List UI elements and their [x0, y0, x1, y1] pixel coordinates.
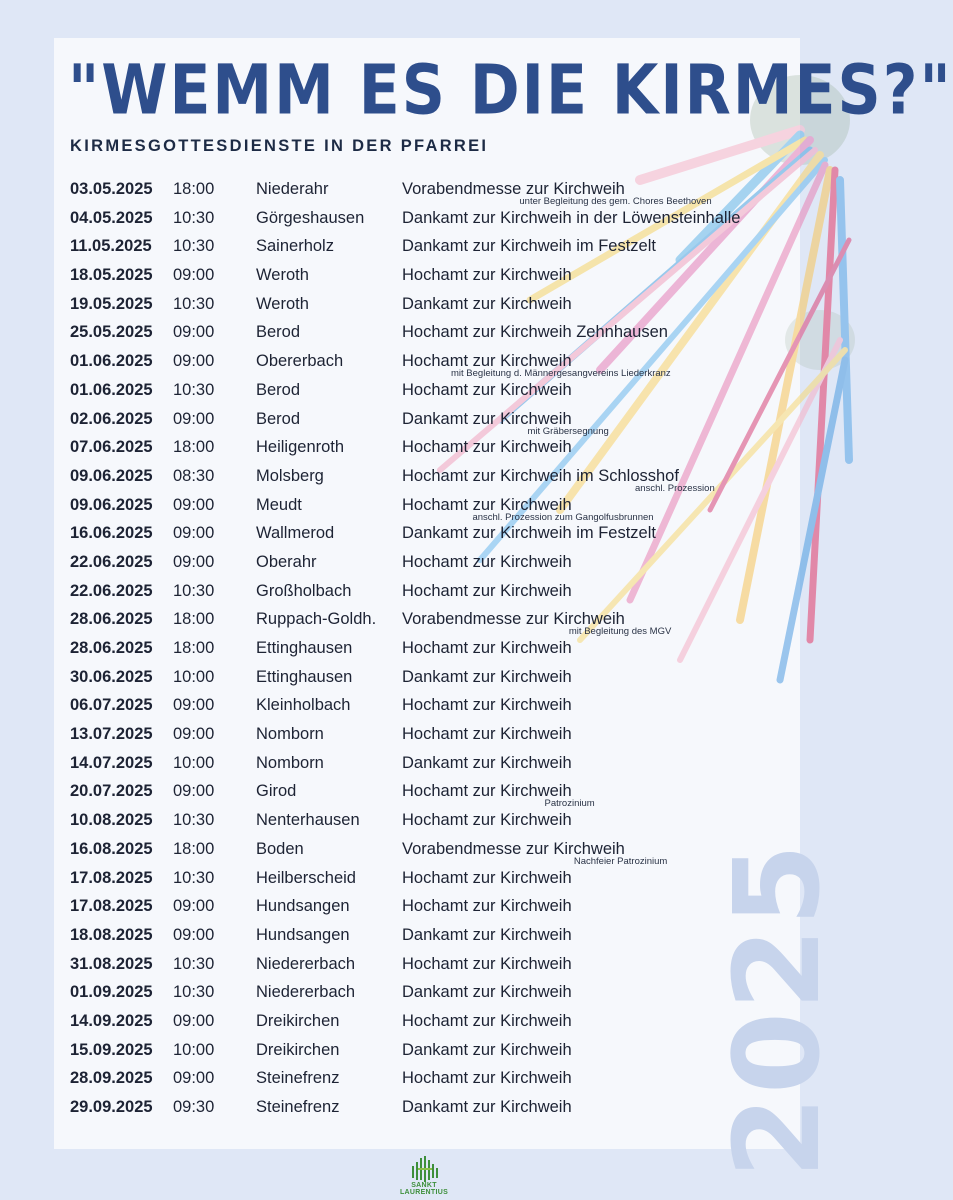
time-cell: 09:00	[173, 925, 215, 944]
time-cell: 09:00	[173, 524, 215, 543]
event-cell: Dankamt zur Kirchweih	[402, 983, 572, 1002]
time-cell: 18:00	[173, 180, 215, 198]
place-cell: Berod	[256, 409, 301, 428]
time-cell: 10:30	[173, 380, 215, 399]
event-cell: Hochamt zur Kirchweih Zehnhausen	[402, 323, 668, 342]
schedule-row	[0, 578, 849, 607]
time-cell: 09:00	[173, 266, 215, 285]
time-cell: 09:00	[173, 495, 215, 514]
time-cell: 18:00	[173, 639, 215, 657]
schedule-row	[0, 606, 849, 638]
date-cell: 04.05.2025	[70, 208, 153, 227]
place-cell: Berod	[256, 380, 301, 399]
time-cell: 10:30	[173, 294, 215, 313]
schedule-row	[0, 291, 849, 320]
event-cell: Dankamt zur Kirchweih	[402, 753, 572, 772]
schedule-row	[0, 865, 849, 894]
event-cell: Hochamt zur Kirchweih im Schlosshof	[402, 466, 679, 485]
event-cell: Hochamt zur Kirchweih	[402, 639, 572, 657]
date-cell: 22.06.2025	[70, 581, 153, 600]
schedule-row	[0, 692, 849, 721]
event-cell: Dankamt zur Kirchweih in der Löwensteinhalle	[402, 208, 741, 227]
date-cell: 17.08.2025	[70, 897, 153, 916]
time-cell: 09:00	[173, 1011, 215, 1030]
date-cell: 20.07.2025	[70, 782, 153, 801]
date-cell: 28.09.2025	[70, 1069, 153, 1088]
schedule-row	[0, 434, 849, 463]
time-cell: 10:30	[173, 811, 215, 830]
schedule-row	[0, 348, 849, 380]
schedule-row	[0, 176, 849, 205]
place-cell: Ettinghausen	[256, 667, 353, 686]
schedule-row	[0, 750, 849, 779]
place-cell: Weroth	[256, 294, 309, 313]
page-subtitle: KIRMESGOTTESDIENSTE IN DER PFARREI	[70, 137, 489, 155]
time-cell: 10:00	[173, 667, 215, 686]
place-cell: Sainerholz	[256, 237, 334, 256]
date-cell: 29.09.2025	[70, 1098, 153, 1116]
schedule-row	[0, 1094, 849, 1123]
schedule-row	[0, 1008, 849, 1037]
date-cell: 06.07.2025	[70, 696, 153, 715]
event-cell: Hochamt zur Kirchweih	[402, 725, 572, 744]
date-cell: 10.08.2025	[70, 811, 153, 830]
date-cell: 09.06.2025	[70, 466, 153, 485]
date-cell: 15.09.2025	[70, 1040, 153, 1059]
event-cell: Hochamt zur Kirchweih	[402, 380, 572, 399]
place-cell: Niedererbach	[256, 983, 356, 1002]
place-cell: Wallmerod	[256, 524, 335, 543]
time-cell: 09:00	[173, 782, 215, 801]
date-cell: 18.05.2025	[70, 266, 153, 285]
time-cell: 10:30	[173, 983, 215, 1002]
place-cell: Görgeshausen	[256, 208, 365, 227]
time-cell: 09:00	[173, 552, 215, 571]
schedule-row	[0, 922, 849, 951]
date-cell: 30.06.2025	[70, 667, 153, 686]
event-note: mit Begleitung des MGV	[568, 626, 672, 638]
place-cell: Heiligenroth	[256, 438, 345, 457]
event-cell: Hochamt zur Kirchweih	[402, 581, 572, 600]
event-cell: Hochamt zur Kirchweih	[402, 811, 572, 830]
schedule-row	[0, 1037, 849, 1066]
event-cell: Dankamt zur Kirchweih im Festzelt	[402, 237, 656, 256]
place-cell: Nenterhausen	[256, 811, 360, 830]
event-cell: Hochamt zur Kirchweih	[402, 552, 572, 571]
place-cell: Ettinghausen	[256, 639, 353, 657]
schedule-row	[0, 377, 849, 406]
schedule-row	[0, 463, 849, 492]
schedule-row	[0, 664, 849, 693]
schedule-row	[0, 635, 849, 664]
time-cell: 18:00	[173, 839, 215, 858]
time-cell: 09:00	[173, 696, 215, 715]
schedule-row	[0, 836, 849, 865]
schedule-row	[0, 549, 849, 578]
schedule-row	[0, 319, 849, 348]
place-cell: Nomborn	[256, 725, 324, 744]
event-cell: Vorabendmesse zur Kirchweih	[402, 839, 625, 858]
time-cell: 18:00	[173, 610, 215, 629]
place-cell: Niederahr	[256, 180, 329, 198]
event-cell: Hochamt zur Kirchweih	[402, 1011, 572, 1030]
date-cell: 01.06.2025	[70, 352, 153, 371]
date-cell: 01.09.2025	[70, 983, 153, 1002]
date-cell: 28.06.2025	[70, 610, 153, 629]
schedule-row	[0, 778, 849, 810]
place-cell: Girod	[256, 782, 297, 801]
event-cell: Hochamt zur Kirchweih	[402, 266, 572, 285]
schedule-row	[0, 262, 849, 291]
time-cell: 10:30	[173, 868, 215, 887]
place-cell: Weroth	[256, 266, 309, 285]
event-note: Patrozinium	[544, 798, 595, 810]
event-cell: Hochamt zur Kirchweih	[402, 696, 572, 715]
date-cell: 09.06.2025	[70, 495, 153, 514]
schedule-row	[0, 1065, 849, 1094]
date-cell: 16.08.2025	[70, 839, 153, 858]
date-cell: 02.06.2025	[70, 409, 153, 428]
place-cell: Berod	[256, 323, 301, 342]
event-cell: Hochamt zur Kirchweih	[402, 495, 572, 514]
event-note: Nachfeier Patrozinium	[573, 855, 668, 867]
schedule-row	[0, 979, 849, 1008]
time-cell: 09:30	[173, 1098, 215, 1116]
schedule-row	[0, 233, 849, 262]
date-cell: 01.06.2025	[70, 380, 153, 399]
place-cell: Kleinholbach	[256, 696, 351, 715]
date-cell: 13.07.2025	[70, 725, 153, 744]
logo-text: SANKT LAURENTIUS	[399, 1182, 449, 1196]
place-cell: Hundsangen	[256, 897, 350, 916]
event-note: anschl. Prozession	[635, 482, 715, 494]
event-cell: Vorabendmesse zur Kirchweih	[402, 180, 625, 198]
event-note: unter Begleitung des gem. Chores Beethoven	[519, 196, 712, 207]
event-cell: Hochamt zur Kirchweih	[402, 868, 572, 887]
date-cell: 11.05.2025	[70, 237, 152, 256]
schedule-row	[0, 807, 849, 836]
year-watermark: 2025	[708, 841, 846, 1179]
event-cell: Hochamt zur Kirchweih	[402, 782, 572, 801]
date-cell: 31.08.2025	[70, 954, 153, 973]
date-cell: 16.06.2025	[70, 524, 153, 543]
time-cell: 09:00	[173, 725, 215, 744]
place-cell: Niedererbach	[256, 954, 356, 973]
event-cell: Dankamt zur Kirchweih	[402, 925, 572, 944]
place-cell: Heilberscheid	[256, 868, 356, 887]
date-cell: 22.06.2025	[70, 552, 153, 571]
time-cell: 18:00	[173, 438, 215, 457]
event-cell: Hochamt zur Kirchweih	[402, 897, 572, 916]
schedule-row	[0, 406, 849, 435]
date-cell: 07.06.2025	[70, 438, 153, 457]
event-cell: Hochamt zur Kirchweih	[402, 1069, 572, 1088]
schedule-row	[0, 893, 849, 922]
event-cell: Hochamt zur Kirchweih	[402, 954, 572, 973]
time-cell: 10:30	[173, 237, 215, 256]
date-cell: 19.05.2025	[70, 294, 153, 313]
time-cell: 09:00	[173, 897, 215, 916]
date-cell: 18.08.2025	[70, 925, 153, 944]
place-cell: Oberahr	[256, 552, 317, 571]
date-cell: 28.06.2025	[70, 639, 153, 657]
schedule-row	[0, 492, 849, 521]
event-cell: Hochamt zur Kirchweih	[402, 352, 572, 371]
place-cell: Steinefrenz	[256, 1098, 340, 1116]
place-cell: Meudt	[256, 495, 302, 514]
place-cell: Ruppach-Goldh.	[256, 610, 377, 629]
place-cell: Dreikirchen	[256, 1040, 340, 1059]
event-cell: Dankamt zur Kirchweih	[402, 1040, 572, 1059]
event-cell: Dankamt zur Kirchweih	[402, 294, 572, 313]
page-title: "WEMM ES DIE KIRMES?"	[68, 50, 953, 131]
place-cell: Molsberg	[256, 466, 324, 485]
schedule-list	[0, 176, 849, 1123]
time-cell: 08:30	[173, 466, 215, 485]
date-cell: 14.09.2025	[70, 1011, 153, 1030]
place-cell: Hundsangen	[256, 925, 350, 944]
date-cell: 17.08.2025	[70, 868, 153, 887]
place-cell: Boden	[256, 839, 304, 858]
date-cell: 25.05.2025	[70, 323, 153, 342]
time-cell: 10:00	[173, 1040, 215, 1059]
time-cell: 09:00	[173, 352, 215, 371]
place-cell: Steinefrenz	[256, 1069, 340, 1088]
event-cell: Dankamt zur Kirchweih im Festzelt	[402, 524, 656, 543]
event-cell: Vorabendmesse zur Kirchweih	[402, 610, 625, 629]
schedule-row	[0, 721, 849, 750]
date-cell: 14.07.2025	[70, 753, 153, 772]
time-cell: 10:30	[173, 208, 215, 227]
time-cell: 09:00	[173, 323, 215, 342]
date-cell: 03.05.2025	[70, 180, 153, 198]
schedule-row	[0, 205, 849, 234]
time-cell: 10:00	[173, 753, 215, 772]
time-cell: 09:00	[173, 409, 215, 428]
schedule-row	[0, 520, 849, 549]
time-cell: 09:00	[173, 1069, 215, 1088]
event-cell: Dankamt zur Kirchweih	[402, 1098, 572, 1116]
event-note: anschl. Prozession zum Gangolfusbrunnen	[472, 511, 654, 523]
place-cell: Nomborn	[256, 753, 324, 772]
place-cell: Großholbach	[256, 581, 352, 600]
event-cell: Hochamt zur Kirchweih	[402, 438, 572, 457]
schedule-row	[0, 951, 849, 980]
event-cell: Dankamt zur Kirchweih	[402, 409, 572, 428]
event-note: mit Gräbersegnung	[527, 425, 609, 437]
event-cell: Dankamt zur Kirchweih	[402, 667, 572, 686]
event-note: mit Begleitung d. Männergesangvereins Liederkranz	[451, 368, 671, 380]
time-cell: 10:30	[173, 581, 215, 600]
place-cell: Dreikirchen	[256, 1011, 340, 1030]
place-cell: Obererbach	[256, 352, 344, 371]
time-cell: 10:30	[173, 954, 215, 973]
